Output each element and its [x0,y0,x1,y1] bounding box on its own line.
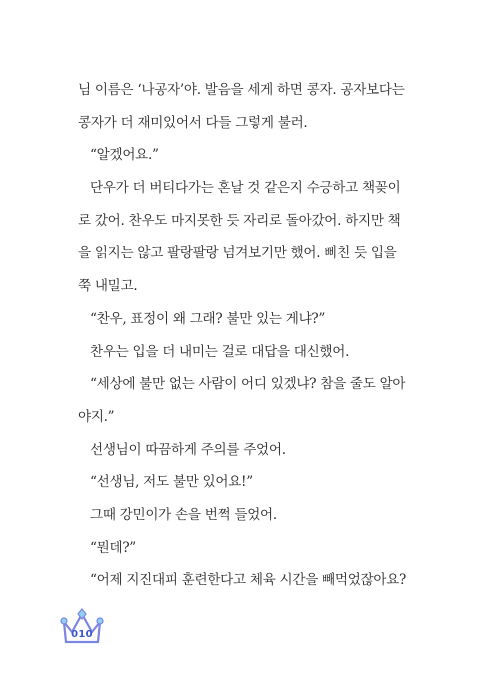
text-line: 선생님이 따끔하게 주의를 주었어. [90,441,286,458]
text-line: “알겠어요.” [90,147,159,164]
text-line: 단우가 더 버티다가는 혼날 것 같은지 수긍하고 책꽂이 [90,180,401,197]
text-line: 콩자가 더 재미있어서 다들 그렇게 불러. [78,114,308,131]
text-line: 쭉 내밀고. [78,278,138,295]
text-line: 야지.” [78,408,115,425]
text-line: “선생님, 저도 불만 있어요!” [90,474,253,491]
text-line: “어제 지진대피 훈련한다고 체육 시간을 빼먹었잖아요? [90,572,407,589]
body-text [78,74,412,597]
text-line: 을 읽지는 않고 팔랑팔랑 넘겨보기만 했어. 삐친 듯 입을 [78,245,397,262]
crown-icon [58,608,106,648]
text-line: “세상에 불만 없는 사람이 어디 있겠냐? 참을 줄도 알아 [90,376,406,393]
text-line: 그때 강민이가 손을 번쩍 들었어. [90,506,277,523]
page-number: 010 [71,629,93,640]
text-line: 님 이름은 ‘나공자’야. 발음을 세게 하면 콩자. 공자보다는 [78,82,405,98]
page-number-badge [58,608,106,648]
text-line: 로 갔어. 찬우도 마지못한 듯 자리로 돌아갔어. 하지만 책 [78,212,401,229]
text-line: “찬우, 표정이 왜 그래? 불만 있는 게냐?” [90,310,326,327]
text-line: “뭔데?” [90,539,136,556]
text-line: 찬우는 입을 더 내미는 걸로 대답을 대신했어. [90,343,350,360]
